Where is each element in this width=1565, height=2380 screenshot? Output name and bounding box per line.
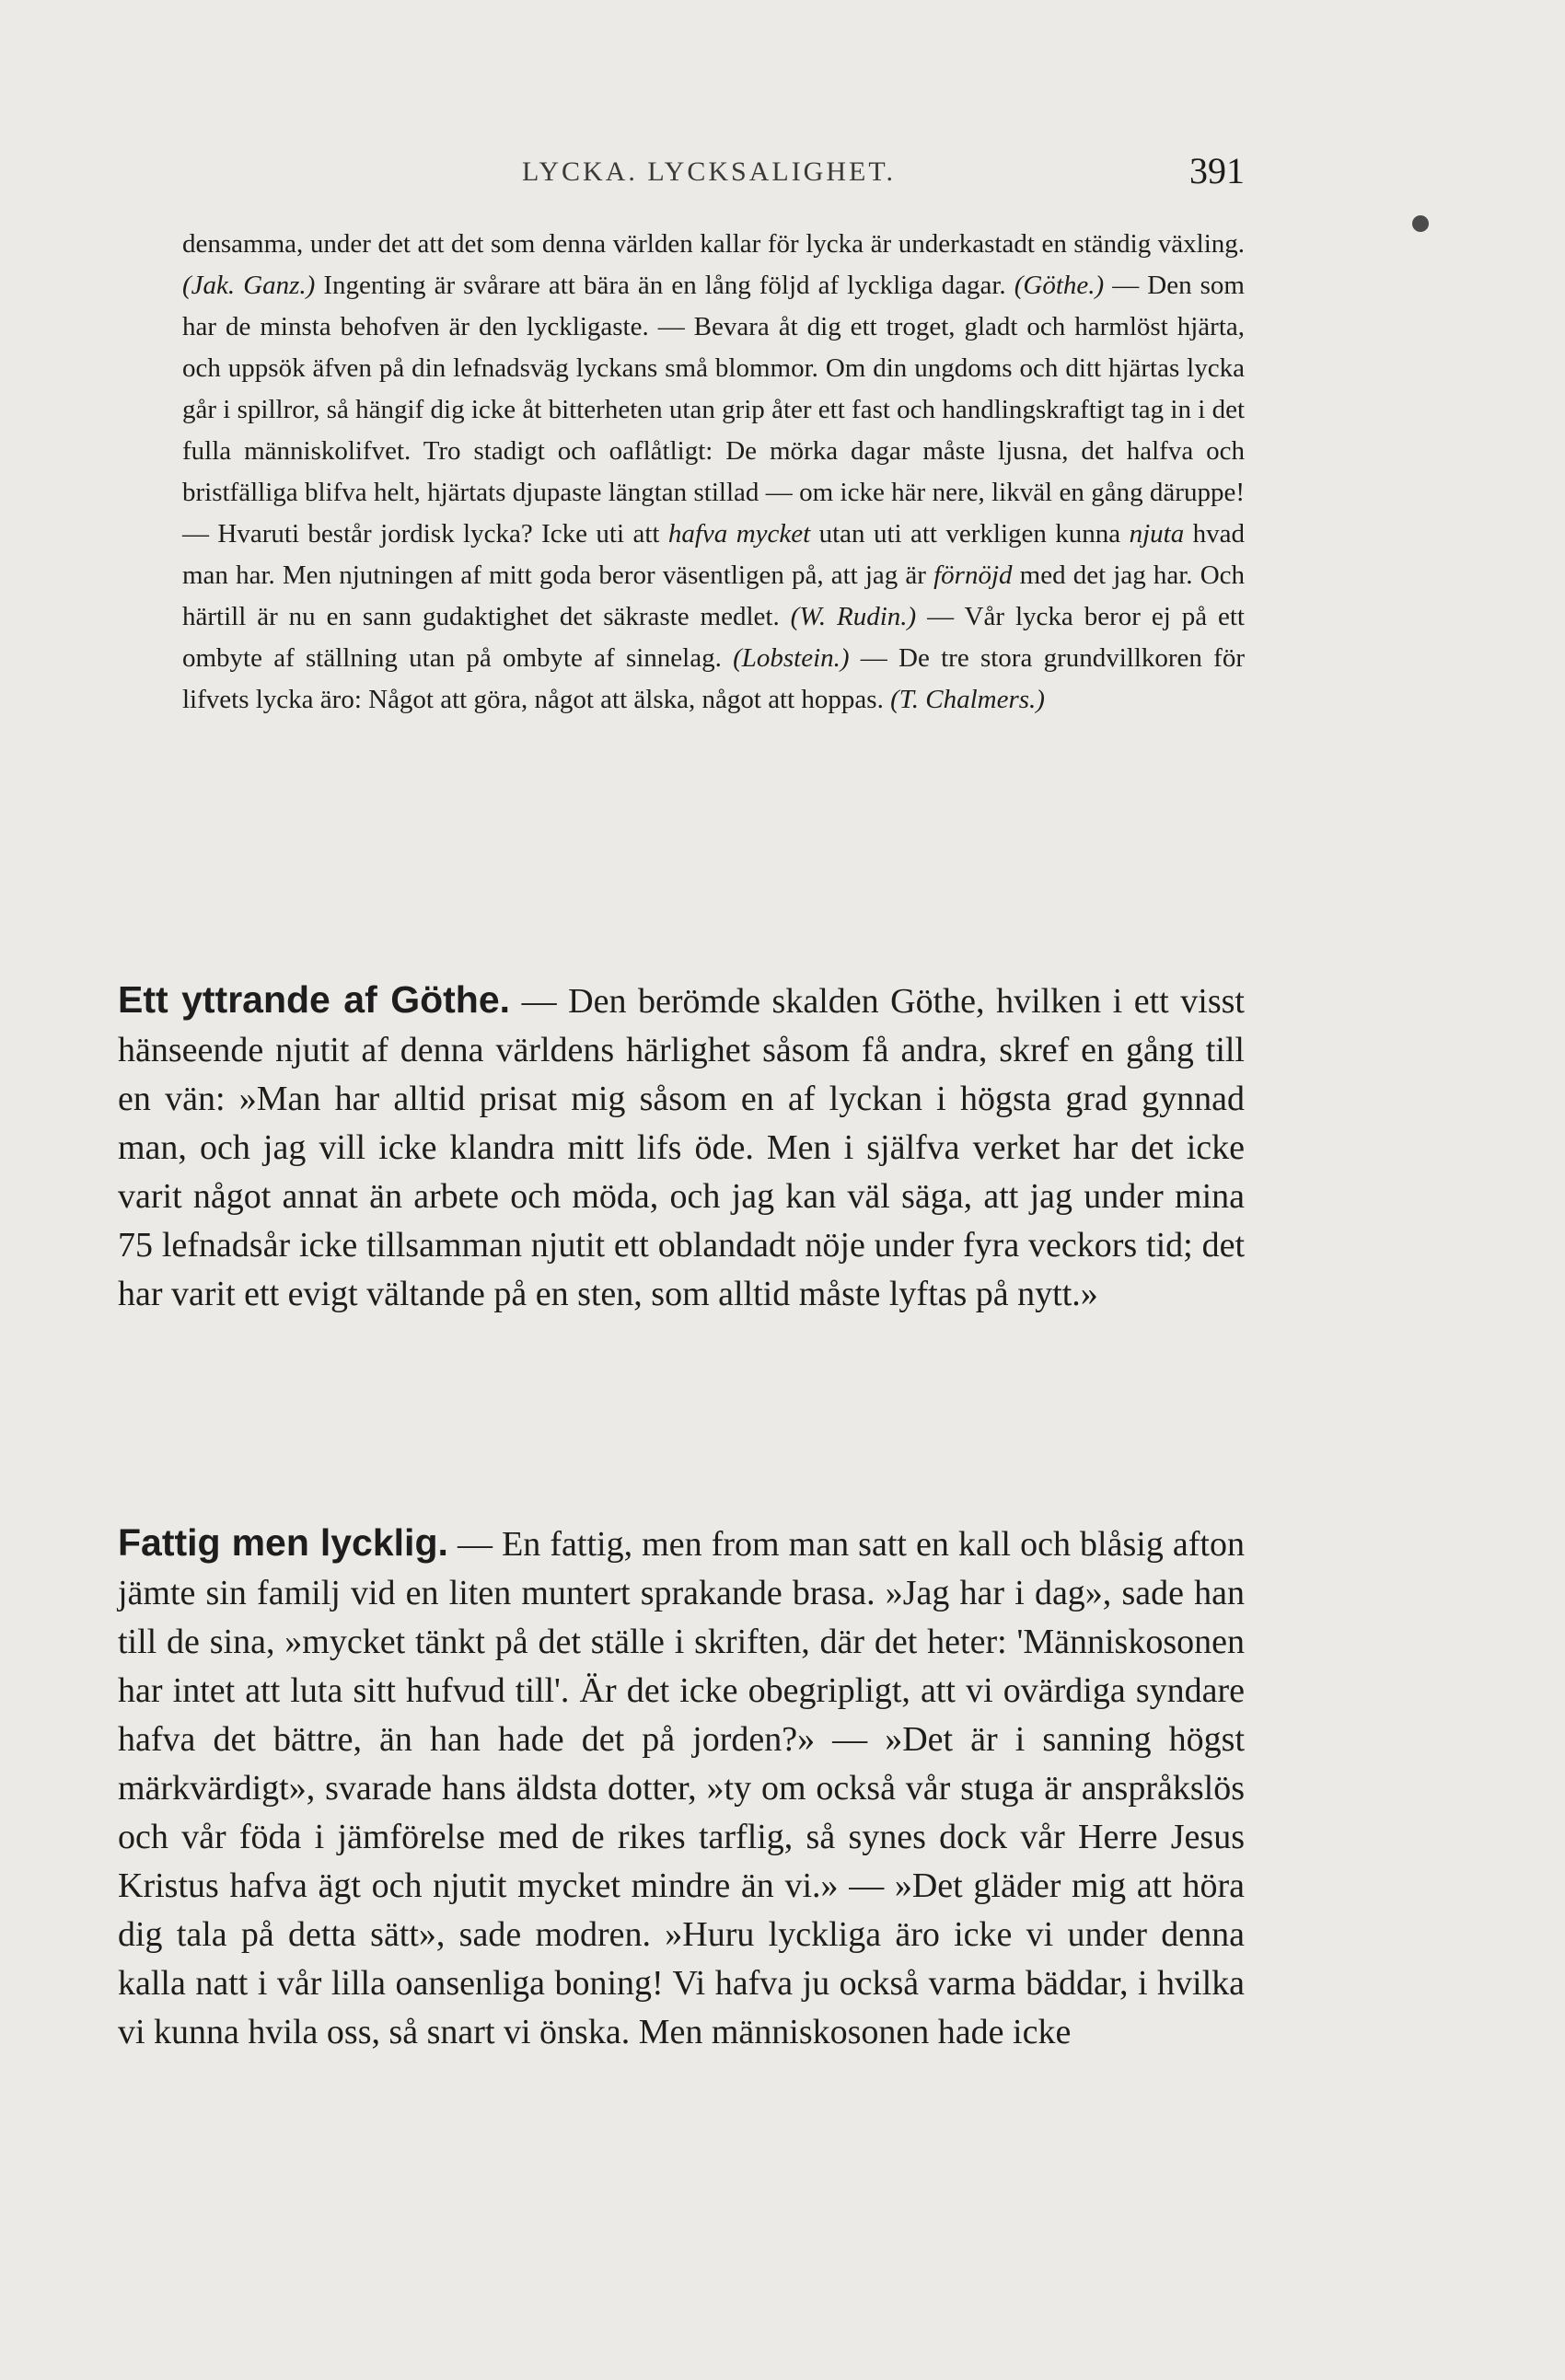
section-heading: Fattig men lycklig. [118,1521,448,1564]
page-header [118,150,1245,202]
section-text: — En fattig, men from man satt en kall och blåsig afton jämte sin familj vid en liten muntert sprakande brasa. »Jag har i dag», sade han till de sina, »mycket tänkt på det ställe i skriften, där det heter: 'Människosonen har intet att luta sitt hufvud till'. Är det icke obegripligt, att vi ovärdiga syndare hafva det bättre, än han hade det på jorden?» — »Det är i sanning högst märkvärdigt», svarade hans äldsta dotter, »ty om också vår stuga är anspråkslös och vår föda i jämförelse med de rikes tarflig, så synes dock vår Herre Jesus Kristus hafva ägt och njutit mycket mindre än vi.» — »Det gläder mig att höra dig tala på detta sätt», sade modren. »Huru lyckliga äro icke vi under denna kalla natt i vår lilla oansenliga boning! Vi hafva ju också varma bäddar, i hvilka vi kunna hvila oss, så snart vi önska. Men människosonen hade icke [118,1525,1245,2051]
section-paragraph [118,976,1245,1319]
quotes-block [182,224,1245,721]
running-head: LYCKA. LYCKSALIGHET. [522,156,896,187]
quote-source: (Jak. Ganz.) [182,271,316,300]
emphasis: hafva mycket [667,519,811,549]
quote-text: — Den som har de minsta behofven är den lyckligaste. — Bevara åt dig ett troget, gladt och harmlöst hjärta, och uppsök äfven på din lefnadsväg lyckans små blommor. Om din ungdoms och ditt hjärtas lycka går i spillror, så hängif dig icke åt bitterheten utan grip åter ett fast och handlingskraftigt tag in i det fulla människolifvet. Tro stadigt och oaflåtligt: De mörka dagar måste ljusna, det halfva och bristfälliga blifva helt, hjärtats djupaste längtan stillad — om icke här nere, likväl en gång däruppe! — Hvaruti består jordisk lycka? Icke uti att [182,271,1245,549]
section-fattig [118,1519,1245,2057]
section-text: — Den berömde skalden Göthe, hvilken i ett visst hänseende njutit af denna världens härlighet såsom få andra, skref en gång till en vän: »Man har alltid prisat mig såsom en af lyckan i högsta grad gynnad man, och jag vill icke klandra mitt lifs öde. Men i själfva verket har det icke varit något annat än arbete och möda, och jag kan väl säga, att jag under mina 75 lefnadsår icke tillsamman njutit ett oblandadt nöje under fyra veckors tid; det har varit ett evigt vältande på en sten, som alltid måste lyftas på nytt.» [118,982,1245,1313]
quote-text: — Vår lycka beror ej på ett ombyte af ställning utan på ombyte af sinnelag. [182,602,1245,673]
emphasis: förnöjd [933,560,1013,590]
page-number: 391 [1189,150,1245,191]
ink-spot [1412,215,1429,232]
quote-source: (T. Chalmers.) [890,685,1045,714]
section-heading: Ett yttrande af Göthe. [118,978,511,1021]
quote-text: utan uti att verkligen kunna [810,519,1130,549]
quotes-paragraph [182,224,1245,721]
quote-source: (Göthe.) [1014,271,1105,300]
emphasis: njuta [1129,519,1185,549]
section-paragraph [118,1519,1245,2057]
quote-text: densamma, under det att det som denna världen kallar för lycka är underkastadt en ständig växling. [182,229,1245,259]
quote-source: (Lobstein.) [733,643,850,673]
quote-text: hvad man har. Men njutningen af mitt goda beror väsentligen på, att jag är [182,519,1245,590]
quote-text: — De tre stora grundvillkoren för lifvets lycka äro: Något att göra, något att älska, något att hoppas. [182,643,1245,714]
quote-text: Ingenting är svårare att bära än en lång följd af lyckliga dagar. [315,271,1014,300]
quote-text: med det jag har. Och härtill är nu en sann gudaktighet det säkraste medlet. [182,560,1246,631]
quote-source: (W. Rudin.) [790,602,917,631]
section-gothe [118,976,1245,1319]
